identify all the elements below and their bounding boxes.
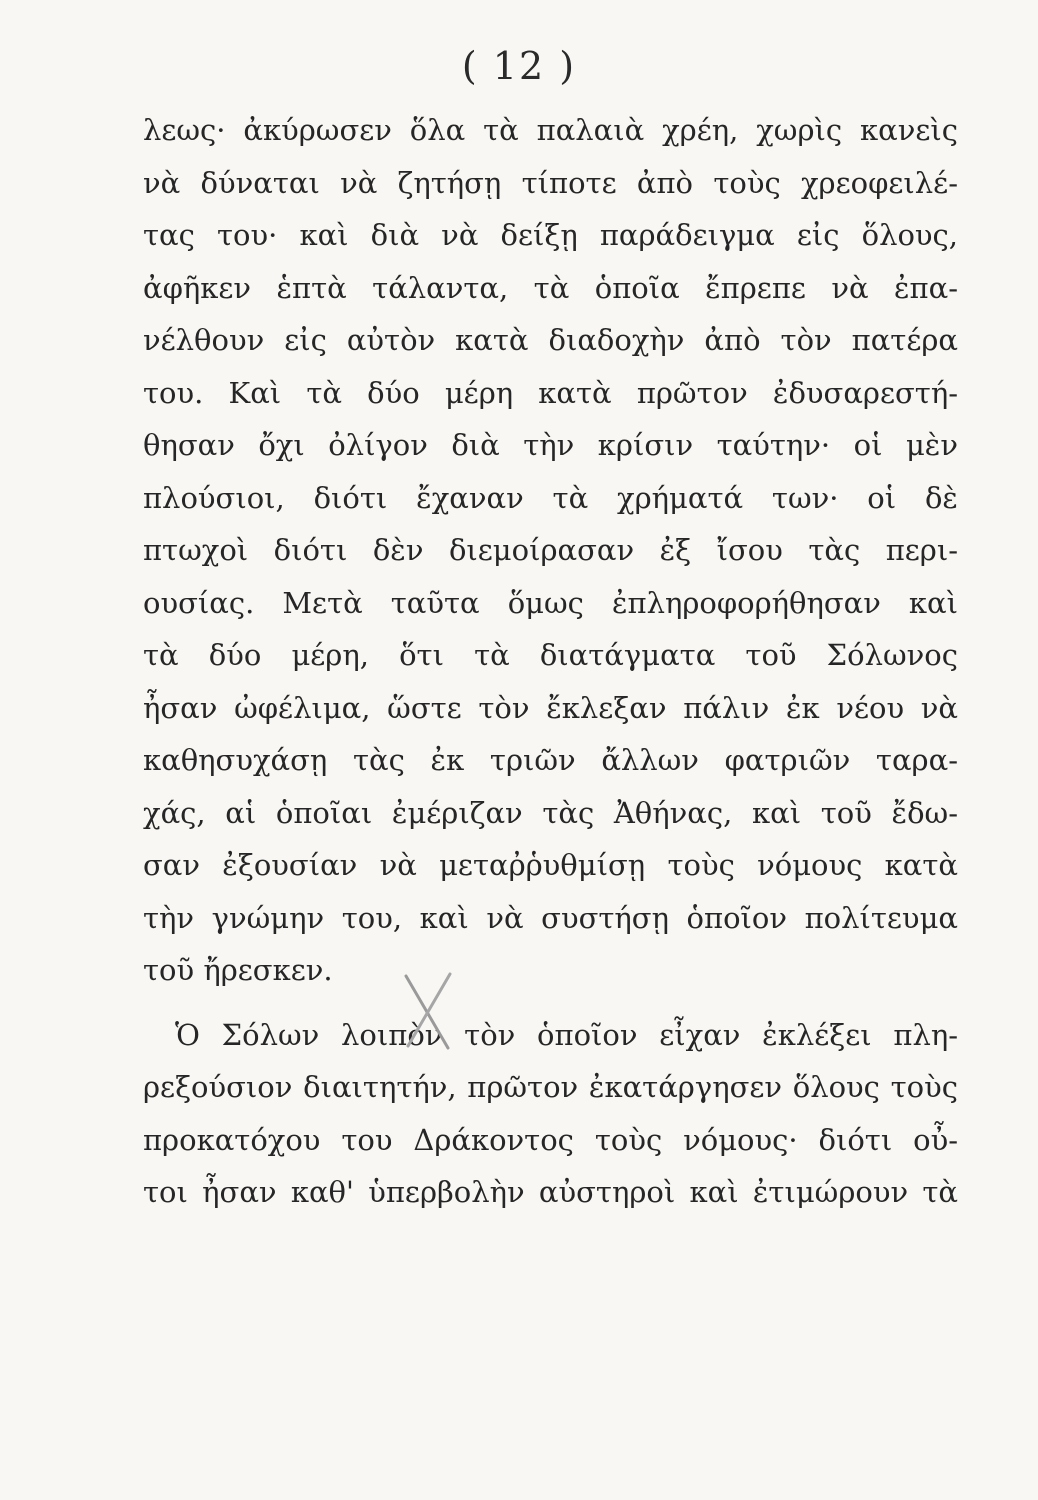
- text-line: καθησυχάσῃ τὰς ἐκ τριῶν ἄλλων φατριῶν ταρα-: [143, 743, 958, 777]
- paragraph-break: [143, 997, 958, 1009]
- text-line: πλούσιοι, διότι ἔχαναν τὰ χρήματά των· οἱ δὲ: [143, 480, 958, 515]
- text-line: ἦσαν ὠφέλιμα, ὥστε τὸν ἔκλεξαν πάλιν ἐκ νέου νὰ: [143, 690, 958, 725]
- text-line: προκατόχου του Δράκοντος τοὺς νόμους· διότι οὖ-: [143, 1122, 958, 1157]
- pencil-x-mark: [398, 970, 458, 1052]
- text-line: του. Καὶ τὰ δύο μέρη κατὰ πρῶτον ἐδυσαρεστή-: [143, 375, 958, 410]
- page-number: ( 12 ): [461, 44, 577, 88]
- text-line: πτωχοὶ διότι δὲν διεμοίρασαν ἐξ ἴσου τὰς περι-: [143, 533, 958, 567]
- text-line: Ὁ Σόλων λοιπὸν τὸν ὁποῖον εἶχαν ἐκλέξει πλη-: [175, 1017, 958, 1052]
- text-line: θησαν ὄχι ὀλίγον διὰ τὴν κρίσιν ταύτην· οἱ μὲν: [143, 428, 958, 462]
- text-line: χάς, αἱ ὁποῖαι ἐμέριζαν τὰς Ἀθήνας, καὶ τοῦ ἔδω-: [143, 795, 958, 830]
- text-line: ρεξούσιον διαιτητήν, πρῶτον ἐκατάργησεν ὅλους τοὺς: [143, 1070, 958, 1104]
- text-line: ἀφῆκεν ἑπτὰ τάλαντα, τὰ ὁποῖα ἔπρεπε νὰ ἐπα-: [143, 270, 958, 305]
- text-line: τας του· καὶ διὰ νὰ δείξῃ παράδειγμα εἰς ὅλους,: [143, 218, 958, 252]
- text-line: τὰ δύο μέρη, ὅτι τὰ διατάγματα τοῦ Σόλωνος: [143, 638, 958, 672]
- text-line: τὴν γνώμην του, καὶ νὰ συστήσῃ ὁποῖον πολίτευμα: [143, 900, 958, 935]
- text-line: τοι ἦσαν καθ' ὑπερβολὴν αὐστηροὶ καὶ ἐτιμώρουν τὰ: [143, 1175, 958, 1209]
- text-line: νέλθουν εἰς αὐτὸν κατὰ διαδοχὴν ἀπὸ τὸν πατέρα: [143, 323, 958, 357]
- text-line: τοῦ ἤρεσκεν.: [143, 953, 333, 987]
- text-line: λεως· ἀκύρωσεν ὅλα τὰ παλαιὰ χρέη, χωρὶς κανεὶς: [143, 113, 958, 147]
- body-text: [143, 104, 958, 1219]
- text-line: νὰ δύναται νὰ ζητήσῃ τίποτε ἀπὸ τοὺς χρεοφειλέ-: [143, 165, 958, 200]
- text-line: ουσίας. Μετὰ ταῦτα ὅμως ἐπληροφορήθησαν καὶ: [143, 585, 958, 620]
- text-line: σαν ἐξουσίαν νὰ μεταῤῥυθμίσῃ τοὺς νόμους κατὰ: [143, 848, 958, 882]
